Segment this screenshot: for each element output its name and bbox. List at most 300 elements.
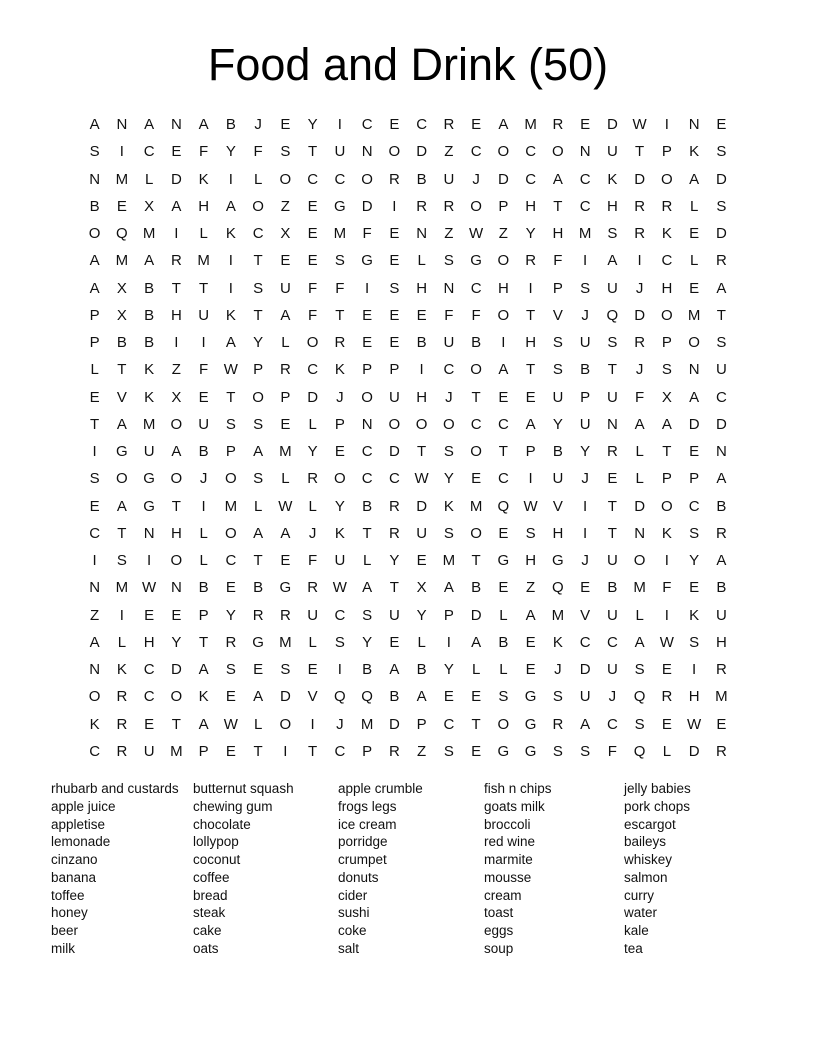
- grid-letter: S: [253, 470, 264, 488]
- grid-letter: E: [198, 388, 209, 406]
- grid-letter: U: [715, 361, 727, 379]
- grid-letter: S: [334, 252, 345, 270]
- grid-letter: I: [119, 143, 124, 161]
- grid-letter: M: [333, 225, 347, 243]
- grid-letter: Z: [444, 225, 454, 243]
- grid-letter: I: [201, 334, 206, 352]
- grid-letter: X: [280, 225, 291, 243]
- grid-letter: U: [579, 415, 591, 433]
- grid-letter: P: [253, 361, 264, 379]
- grid-letter: E: [89, 388, 100, 406]
- grid-letter: E: [307, 252, 318, 270]
- grid-letter: R: [661, 197, 673, 215]
- grid-letter: Z: [444, 143, 454, 161]
- grid-letter: B: [198, 443, 209, 461]
- grid-letter: O: [361, 388, 373, 406]
- grid-letter: U: [143, 742, 155, 760]
- grid-letter: Y: [443, 470, 454, 488]
- grid-letter: A: [198, 116, 209, 134]
- grid-letter: O: [88, 688, 101, 706]
- grid-letter: I: [528, 470, 533, 488]
- grid-letter: A: [716, 279, 727, 297]
- grid-letter: B: [471, 334, 482, 352]
- grid-letter: O: [361, 170, 373, 188]
- grid-letter: E: [689, 225, 700, 243]
- grid-letter: R: [715, 524, 727, 542]
- grid-letter: P: [443, 606, 454, 624]
- grid-letter: M: [524, 116, 537, 134]
- grid-letter: O: [116, 470, 128, 488]
- grid-letter: F: [199, 143, 209, 161]
- grid-letter: B: [389, 688, 400, 706]
- grid-letter: D: [715, 170, 727, 188]
- grid-letter: T: [553, 197, 563, 215]
- grid-letter: D: [279, 688, 291, 706]
- grid-letter: E: [307, 225, 318, 243]
- grid-letter: O: [170, 470, 183, 488]
- grid-letter: B: [580, 361, 591, 379]
- grid-letter: N: [579, 143, 591, 161]
- grid-letter: A: [498, 116, 509, 134]
- grid-letter: I: [528, 279, 533, 297]
- word-list-item: cream: [484, 887, 522, 903]
- grid-letter: T: [716, 306, 726, 324]
- grid-letter: A: [171, 443, 182, 461]
- grid-letter: C: [225, 552, 237, 570]
- grid-letter: K: [689, 606, 700, 624]
- grid-letter: D: [715, 415, 727, 433]
- grid-letter: L: [471, 661, 481, 679]
- grid-letter: D: [388, 715, 400, 733]
- grid-letter: F: [635, 388, 645, 406]
- grid-letter: N: [715, 443, 727, 461]
- grid-letter: M: [687, 306, 701, 324]
- grid-letter: S: [661, 361, 672, 379]
- grid-letter: M: [170, 742, 183, 760]
- grid-letter: O: [170, 415, 183, 433]
- grid-letter: E: [525, 388, 536, 406]
- grid-letter: E: [280, 252, 291, 270]
- grid-letter: D: [634, 306, 646, 324]
- grid-letter: Q: [361, 688, 373, 706]
- grid-letter: C: [361, 116, 373, 134]
- grid-letter: K: [89, 715, 100, 733]
- grid-letter: R: [116, 688, 128, 706]
- grid-letter: W: [142, 579, 157, 597]
- word-list-item: apple crumble: [338, 781, 423, 796]
- grid-letter: U: [307, 606, 319, 624]
- grid-letter: H: [525, 552, 537, 570]
- grid-letter: Y: [389, 552, 400, 570]
- grid-letter: C: [606, 715, 618, 733]
- grid-letter: E: [280, 552, 291, 570]
- grid-letter: E: [280, 116, 291, 134]
- grid-letter: N: [170, 116, 182, 134]
- grid-letter: I: [228, 170, 233, 188]
- grid-letter: M: [442, 552, 456, 570]
- grid-letter: B: [471, 579, 482, 597]
- grid-letter: K: [334, 361, 345, 379]
- grid-letter: N: [416, 225, 428, 243]
- grid-letter: X: [416, 579, 427, 597]
- grid-letter: S: [443, 524, 454, 542]
- word-list-item: pork chops: [624, 798, 691, 814]
- grid-letter: F: [253, 143, 263, 161]
- grid-letter: V: [580, 606, 591, 624]
- grid-letter: C: [143, 661, 155, 679]
- grid-letter: G: [524, 715, 537, 733]
- grid-letter: S: [443, 742, 454, 760]
- grid-letter: O: [225, 524, 237, 542]
- grid-letter: R: [715, 742, 727, 760]
- grid-letter: C: [525, 170, 537, 188]
- grid-letter: I: [664, 116, 669, 134]
- grid-letter: S: [689, 633, 700, 651]
- grid-letter: Y: [225, 143, 236, 161]
- grid-letter: B: [89, 197, 100, 215]
- grid-letter: G: [361, 252, 373, 270]
- grid-letter: B: [552, 443, 563, 461]
- grid-letter: C: [470, 415, 482, 433]
- grid-letter: I: [583, 497, 588, 515]
- grid-letter: O: [170, 688, 183, 706]
- grid-letter: O: [497, 715, 510, 733]
- grid-letter: R: [279, 361, 291, 379]
- grid-letter: J: [445, 388, 453, 406]
- grid-letter: R: [552, 116, 564, 134]
- grid-letter: A: [89, 279, 100, 297]
- grid-letter: Y: [362, 633, 373, 651]
- word-list-item: escargot: [624, 816, 676, 832]
- grid-letter: A: [716, 470, 727, 488]
- grid-letter: A: [144, 116, 155, 134]
- grid-letter: R: [116, 715, 128, 733]
- grid-letter: A: [661, 415, 672, 433]
- grid-letter: E: [389, 633, 400, 651]
- grid-letter: A: [89, 633, 100, 651]
- grid-letter: Y: [307, 116, 318, 134]
- grid-letter: T: [635, 143, 645, 161]
- grid-letter: C: [334, 170, 346, 188]
- grid-letter: S: [689, 524, 700, 542]
- grid-letter: K: [607, 170, 618, 188]
- grid-letter: C: [443, 361, 455, 379]
- grid-letter: O: [552, 143, 564, 161]
- grid-letter: I: [337, 661, 342, 679]
- grid-letter: U: [388, 606, 400, 624]
- grid-letter: O: [225, 470, 237, 488]
- grid-letter: O: [415, 415, 428, 433]
- grid-letter: I: [228, 252, 233, 270]
- grid-letter: S: [253, 279, 264, 297]
- grid-letter: H: [497, 279, 509, 297]
- grid-letter: O: [661, 306, 673, 324]
- grid-letter: R: [307, 579, 319, 597]
- word-list-item: mousse: [484, 869, 532, 885]
- grid-letter: R: [525, 252, 537, 270]
- word-list-item: steak: [193, 905, 226, 921]
- grid-letter: L: [499, 661, 508, 679]
- grid-letter: R: [606, 443, 618, 461]
- grid-letter: H: [170, 524, 182, 542]
- grid-letter: T: [471, 388, 481, 406]
- grid-letter: Z: [90, 606, 100, 624]
- grid-letter: I: [174, 334, 179, 352]
- grid-letter: B: [362, 661, 373, 679]
- grid-letter: S: [716, 143, 727, 161]
- grid-letter: S: [607, 334, 618, 352]
- grid-letter: B: [607, 579, 618, 597]
- grid-letter: Y: [171, 633, 182, 651]
- word-list-item: lemonade: [51, 834, 111, 850]
- grid-letter: M: [551, 606, 565, 624]
- word-list-item: broccoli: [484, 816, 531, 832]
- grid-letter: I: [419, 361, 424, 379]
- grid-letter: O: [688, 334, 700, 352]
- grid-letter: N: [143, 524, 155, 542]
- grid-letter: Q: [116, 225, 128, 243]
- grid-letter: A: [225, 334, 236, 352]
- grid-letter: R: [388, 170, 400, 188]
- grid-letter: D: [497, 170, 509, 188]
- grid-letter: E: [607, 470, 618, 488]
- grid-letter: C: [252, 225, 264, 243]
- grid-letter: W: [414, 470, 429, 488]
- grid-letter: N: [361, 143, 373, 161]
- grid-letter: S: [280, 143, 291, 161]
- grid-letter: R: [116, 742, 128, 760]
- grid-letter: T: [90, 415, 100, 433]
- grid-letter: E: [389, 116, 400, 134]
- grid-letter: L: [635, 443, 644, 461]
- grid-letter: R: [634, 197, 646, 215]
- grid-letter: C: [334, 606, 346, 624]
- grid-letter: L: [253, 170, 263, 188]
- grid-letter: M: [197, 252, 210, 270]
- grid-letter: P: [416, 715, 427, 733]
- word-list-item: jelly babies: [624, 781, 691, 796]
- grid-letter: L: [308, 415, 317, 433]
- grid-letter: M: [279, 633, 292, 651]
- grid-letter: V: [552, 497, 563, 515]
- grid-letter: U: [715, 606, 727, 624]
- grid-letter: T: [226, 388, 236, 406]
- grid-letter: L: [662, 742, 672, 760]
- grid-letter: I: [174, 225, 179, 243]
- grid-letter: Y: [253, 334, 264, 352]
- word-list-item: salmon: [624, 869, 668, 885]
- grid-letter: S: [634, 715, 645, 733]
- grid-letter: I: [501, 334, 506, 352]
- grid-letter: F: [199, 361, 209, 379]
- grid-letter: H: [661, 279, 673, 297]
- grid-letter: W: [278, 497, 293, 515]
- grid-letter: B: [144, 306, 155, 324]
- grid-letter: I: [119, 606, 124, 624]
- word-list-item: goats milk: [484, 798, 545, 814]
- grid-letter: A: [389, 661, 400, 679]
- grid-letter: V: [307, 688, 318, 706]
- grid-letter: A: [253, 688, 264, 706]
- grid-letter: G: [143, 470, 155, 488]
- grid-letter: W: [687, 715, 702, 733]
- grid-letter: T: [335, 306, 345, 324]
- grid-letter: K: [225, 306, 236, 324]
- grid-letter: T: [417, 443, 427, 461]
- grid-letter: N: [89, 579, 101, 597]
- grid-letter: W: [223, 361, 238, 379]
- grid-letter: E: [661, 715, 672, 733]
- grid-letter: G: [470, 252, 482, 270]
- grid-letter: E: [362, 334, 373, 352]
- grid-letter: C: [715, 388, 727, 406]
- grid-letter: U: [606, 143, 618, 161]
- grid-letter: B: [416, 661, 427, 679]
- grid-letter: L: [281, 470, 290, 488]
- grid-letter: O: [470, 443, 482, 461]
- grid-letter: B: [498, 633, 509, 651]
- grid-letter: P: [580, 388, 591, 406]
- grid-letter: D: [416, 497, 428, 515]
- word-list-item: cider: [338, 887, 368, 903]
- grid-letter: D: [170, 170, 182, 188]
- grid-letter: Q: [497, 497, 510, 515]
- grid-letter: A: [253, 524, 264, 542]
- grid-letter: R: [661, 688, 673, 706]
- grid-letter: L: [144, 170, 154, 188]
- grid-letter: L: [635, 470, 644, 488]
- word-list-item: red wine: [484, 834, 536, 850]
- word-list-column: [338, 780, 484, 958]
- grid-letter: N: [170, 579, 182, 597]
- grid-letter: C: [579, 633, 591, 651]
- grid-letter: E: [416, 306, 427, 324]
- grid-letter: H: [552, 524, 564, 542]
- grid-letter: M: [279, 443, 292, 461]
- grid-letter: U: [416, 524, 428, 542]
- grid-letter: D: [170, 661, 182, 679]
- word-list-item: rhubarb and custards: [51, 781, 179, 796]
- grid-letter: L: [635, 606, 644, 624]
- grid-letter: I: [392, 197, 397, 215]
- grid-letter: E: [389, 252, 400, 270]
- grid-letter: E: [389, 306, 400, 324]
- grid-letter: E: [171, 143, 182, 161]
- grid-letter: F: [308, 552, 318, 570]
- grid-letter: A: [552, 170, 563, 188]
- grid-letter: R: [307, 470, 319, 488]
- grid-letter: F: [335, 279, 345, 297]
- grid-letter: P: [280, 388, 291, 406]
- grid-letter: U: [606, 552, 618, 570]
- grid-letter: A: [225, 197, 236, 215]
- grid-letter: D: [307, 388, 319, 406]
- grid-letter: M: [142, 225, 156, 243]
- grid-letter: L: [417, 252, 426, 270]
- grid-letter: S: [280, 661, 291, 679]
- grid-letter: D: [634, 170, 646, 188]
- grid-letter: A: [498, 361, 509, 379]
- grid-letter: S: [607, 225, 618, 243]
- grid-letter: O: [388, 415, 401, 433]
- grid-letter: I: [583, 524, 588, 542]
- word-list-item: bread: [193, 887, 228, 903]
- grid-letter: T: [607, 361, 617, 379]
- grid-letter: M: [142, 415, 156, 433]
- grid-letter: E: [580, 116, 591, 134]
- grid-letter: S: [443, 443, 454, 461]
- grid-letter: W: [332, 579, 347, 597]
- grid-letter: G: [497, 552, 510, 570]
- grid-letter: Z: [171, 361, 181, 379]
- grid-letter: S: [552, 688, 563, 706]
- grid-letter: E: [280, 415, 291, 433]
- grid-letter: P: [525, 443, 536, 461]
- grid-letter: P: [225, 443, 236, 461]
- grid-letter: O: [497, 252, 510, 270]
- grid-letter: G: [497, 742, 510, 760]
- grid-letter: I: [201, 497, 206, 515]
- grid-letter: Q: [334, 688, 346, 706]
- grid-letter: U: [388, 388, 400, 406]
- grid-letter: L: [199, 524, 208, 542]
- grid-letter: X: [116, 306, 127, 324]
- grid-letter: D: [361, 197, 373, 215]
- grid-letter: T: [253, 306, 263, 324]
- grid-letter: L: [689, 252, 699, 270]
- grid-letter: P: [661, 470, 672, 488]
- grid-letter: T: [171, 497, 181, 515]
- word-list-item: toast: [484, 905, 514, 921]
- word-list-column: [484, 780, 624, 958]
- grid-letter: Y: [416, 606, 427, 624]
- grid-letter: O: [170, 552, 183, 570]
- grid-letter: T: [471, 552, 481, 570]
- grid-letter: A: [171, 197, 182, 215]
- grid-letter: Y: [307, 443, 318, 461]
- grid-letter: T: [526, 361, 536, 379]
- grid-letter: K: [144, 361, 155, 379]
- grid-letter: F: [553, 252, 563, 270]
- grid-letter: O: [252, 197, 264, 215]
- word-list-item: chocolate: [193, 816, 251, 832]
- grid-letter: J: [308, 524, 317, 542]
- grid-letter: P: [334, 415, 345, 433]
- grid-letter: O: [661, 497, 673, 515]
- grid-letter: X: [171, 388, 182, 406]
- grid-letter: U: [198, 415, 210, 433]
- grid-letter: U: [606, 661, 618, 679]
- grid-letter: S: [389, 279, 400, 297]
- grid-letter: O: [306, 334, 319, 352]
- grid-letter: C: [143, 143, 155, 161]
- grid-letter: O: [252, 388, 264, 406]
- grid-letter: P: [552, 279, 563, 297]
- grid-letter: S: [580, 279, 591, 297]
- grid-letter: Y: [580, 443, 591, 461]
- grid-letter: N: [443, 279, 455, 297]
- grid-letter: O: [470, 361, 482, 379]
- grid-letter: I: [228, 279, 233, 297]
- grid-letter: F: [362, 225, 372, 243]
- word-list-item: kale: [624, 923, 649, 938]
- grid-letter: T: [199, 633, 209, 651]
- grid-letter: N: [688, 116, 700, 134]
- grid-letter: M: [578, 225, 592, 243]
- grid-letter: O: [633, 552, 646, 570]
- grid-letter: P: [661, 334, 672, 352]
- grid-letter: U: [552, 388, 564, 406]
